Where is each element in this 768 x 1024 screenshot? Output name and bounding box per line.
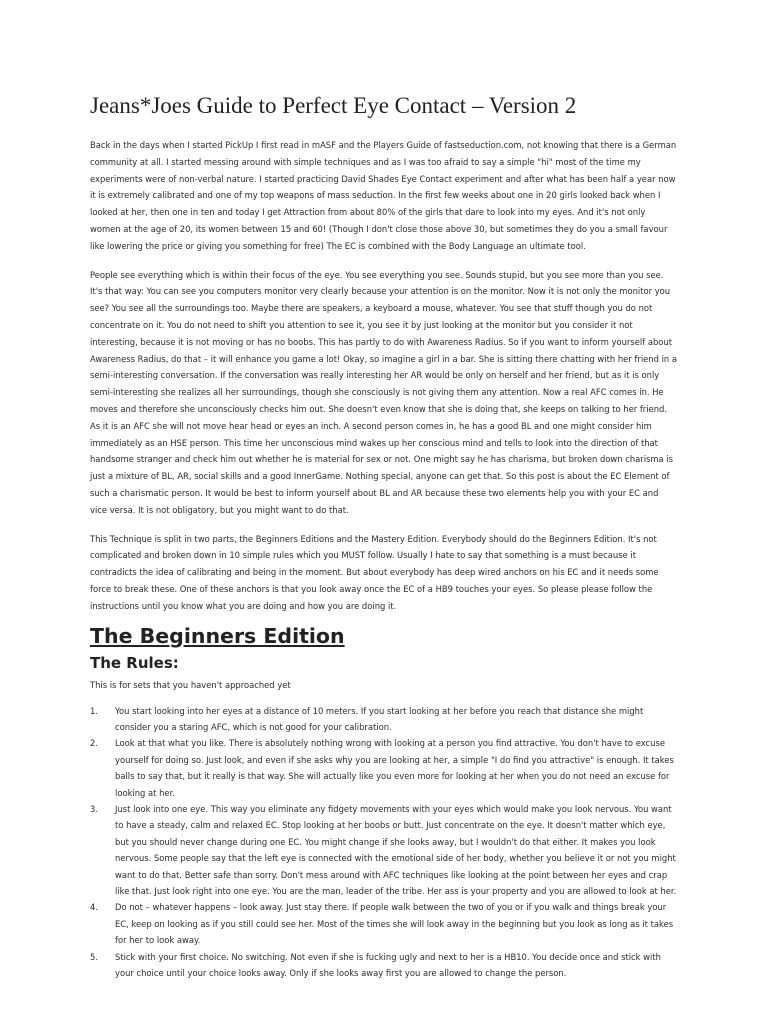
intro-paragraph: Back in the days when I started PickUp I first read in mASF and the Players Guide of fastseduction.com, not knowing that there is a German community at all. I started messing around with simple techniques and as I was too afraid to say a simple "hi" most of the time my experiments were of non-verbal nature. I started practicing David Shades Eye Contact experiment and after what has been half a year now it is extremely calibrated and one of my top weapons of mass seduction. In the first few weeks about one in 20 girls looked back when I looked at her, then one in ten and today I get Attraction from about 80% of the girls that dare to look into my eyes. And it's not only women at the age of 20, its women between 15 and 60! (Though I don't close those above 30, but sometimes they do you a small favour like lowering the price or giving you something for free) The EC is combined with the Body Language an ultimate tool. <box>90 140 677 251</box>
subsection-note: This is for sets that you haven't approached yet <box>90 679 291 690</box>
list-item-text: Just look into one eye. This way you eliminate any fidgety movements with your eyes which would make you look nervous. You want to have a steady, calm and relaxed EC. Stop looking at her boobs or butt. Just concentrate on the eye. It doesn't matter which eye, but you should never change during one EC. You might change if she looks away, but I wouldn't do that either. It makes you look nervous. Some people say that the left eye is connected with the emotional side of her body, whether you believe it or not you might want to do that. Better safe than sorry. Don't mess around with AFC techniques like looking at the point between her eyes and crap like that. Just look right into one eye. You are the man, leader of the tribe. Her ass is your property and you are allowed to look at her. <box>115 803 677 896</box>
rules-list <box>90 703 678 982</box>
list-item <box>90 899 678 948</box>
list-item <box>90 703 678 736</box>
list-item <box>90 801 678 899</box>
list-item-text: You start looking into her eyes at a distance of 10 meters. If you start looking at her before you reach that distance she might consider you a staring AFC, which is not good for your calibration. <box>115 705 644 732</box>
list-item <box>90 949 678 982</box>
list-item-number: 5. <box>90 951 98 962</box>
list-item-number: 3. <box>90 803 98 814</box>
technique-paragraph: This Technique is split in two parts, the Beginners Editions and the Mastery Edition. Everybody should do the Beginners Edition. It's not complicated and broken down in 10 simple rules which you MUST follow. Usually I hate to say that something is a must because it contradicts the idea of calibrating and being in the moment. But about everybody has deep wired anchors on his EC and it needs some force to break these. One of these anchors is that you look away once the EC of a HB9 touches your eyes. So please please follow the instructions until you know what you are doing and how you are doing it. <box>90 533 659 611</box>
list-item <box>90 735 678 801</box>
list-item-text: Look at that what you like. There is absolutely nothing wrong with looking at a person you find attractive. You don't have to excuse yourself for doing so. Just look, and even if she asks why you are looking at her, a simple "I do find you attractive" is enough. It takes balls to say that, but it really is that way. She will actually like you even more for looking at her when you do not need an excuse for looking at her. <box>115 738 674 798</box>
list-item-text: Stick with your first choice. No switching. Not even if she is fucking ugly and next to her is a HB10. You decide once and stick with your choice until your choice looks away. Only if she looks away first you are allowed to change the person. <box>115 951 661 979</box>
list-item-number: 2. <box>90 738 98 749</box>
list-item-text: Do not – whatever happens – look away. Just stay there. If people walk between the two of you or if you walk and things break your EC, keep on looking as if you still could see her. Most of the times she will look away in the beginning but you look as long as it takes for her to look away. <box>115 902 674 946</box>
subsection-heading: The Rules: <box>90 653 179 672</box>
document-title: Jeans*Joes Guide to Perfect Eye Contact – Version 2 <box>90 93 577 118</box>
section-heading: The Beginners Edition <box>90 623 345 648</box>
awareness-paragraph: People see everything which is within their focus of the eye. You see everything you see. Sounds stupid, but you see more than you see. It's that way: You can see you computers monitor very clearly because your attention is on the monitor. Now it is not only the monitor you see? You see all the surroundings too. Maybe there are speakers, a keyboard a mouse, whatever. You see that stuff though you do not concentrate on it. You do not need to shift you attention to see it, you see it by just looking at the monitor but you consider it not interesting, because it is not moving or has no boobs. This has partly to do with Awareness Radius. So if you want to inform yourself about Awareness Radius, do that – it will enhance you game a lot! Okay, so imagine a girl in a bar. She is sitting there chatting with her friend in a semi-interesting conversation. If the conversation was really interesting her AR would be only on herself and her friend, but as it is only semi-interesting she realizes all her surroundings, though she consciously is not giving them any attention. Now a real AFC comes in. He moves and therefore she unconsciously checks him out. She doesn't even know that she is doing that, she keeps on talking to her friend. As it is an AFC she will not move hear head or eyes an inch. A second person comes in, he has a good BL and one might consider him immediately as an HSE person. This time her unconscious mind wakes up her conscious mind and tells to look into the direction of that handsome stranger and check him out whether he is material for sex or not. One might say he has charisma, but broken down charisma is just a mixture of BL, AR, social skills and a good InnerGame. Nothing special, anyone can get that. So this post is about the EC Element of such a charismatic person. It would be best to inform yourself about BL and AR because these two elements help you with your EC and vice versa. It is not obligatory, but you might want to do that. <box>90 269 678 515</box>
list-item-number: 1. <box>90 705 98 716</box>
list-item-number: 4. <box>90 902 98 913</box>
